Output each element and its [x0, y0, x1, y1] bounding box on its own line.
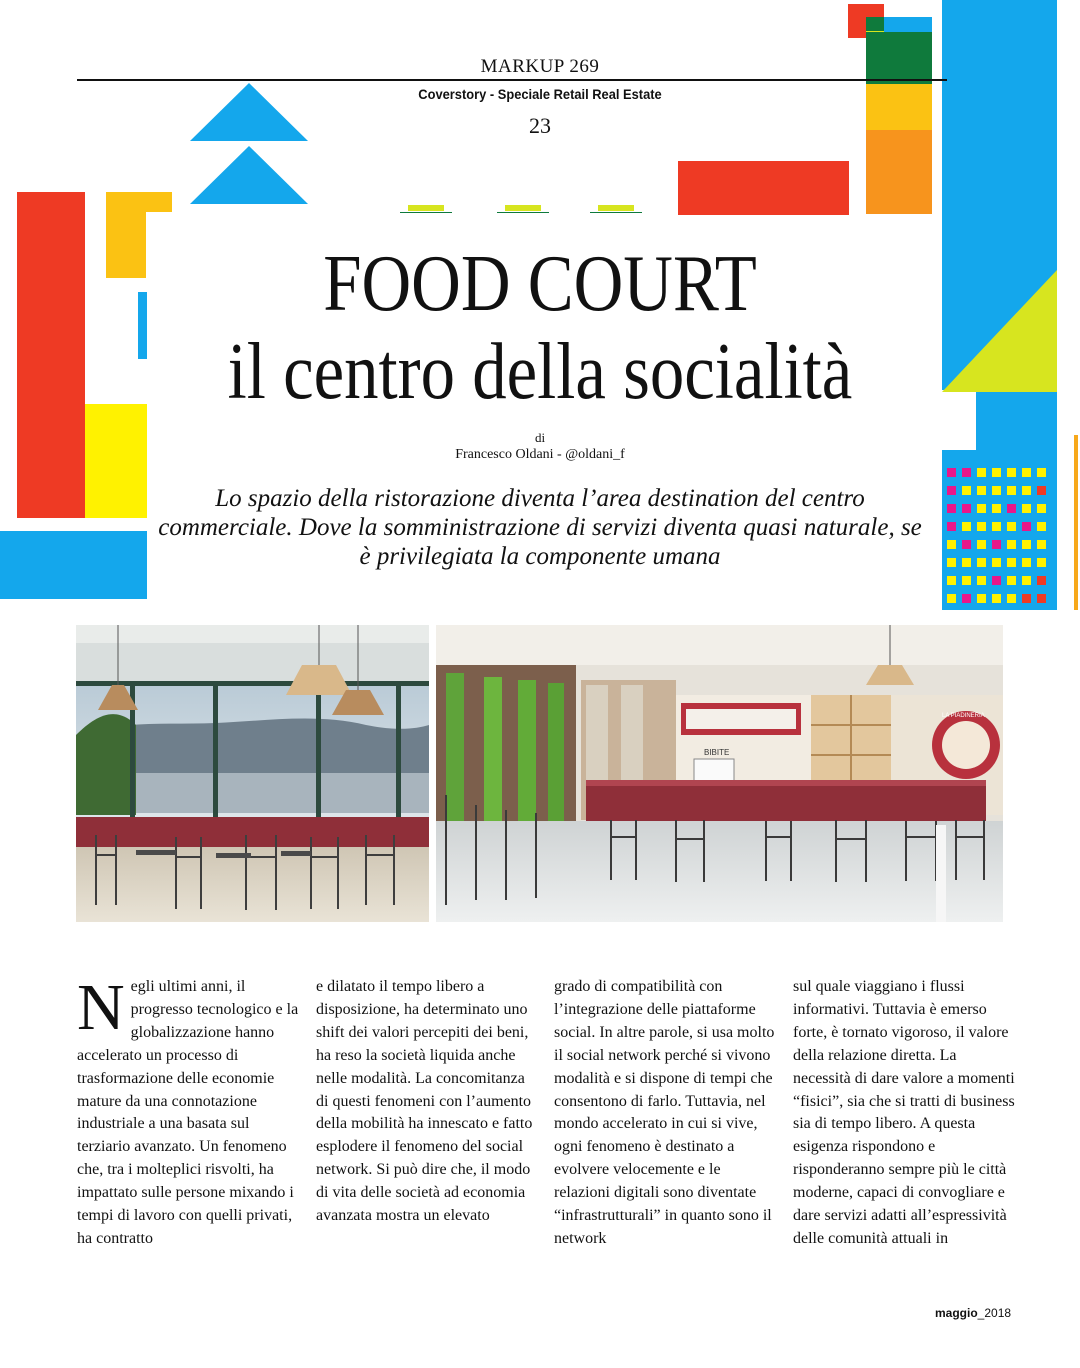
green-square-small	[866, 17, 884, 31]
lime-bar-1	[408, 205, 444, 211]
column-2-text: e dilatato il tempo libero a disposizione, ha determinato uno shift dei valori percepiti dei beni, ha reso la società liquida anche nelle modalità. La concomitanza di questi fenomeni con l’aumento della mobilità ha innescato e fatto esplodere il fenomeno del social network. Si può dire che, il modo di vita delle società ad economia avanzata mostra un elevato	[316, 978, 533, 1225]
blue-block-left	[0, 531, 147, 599]
footer-year: _2018	[977, 1306, 1012, 1320]
page-footer	[935, 1306, 1011, 1320]
lime-bar-2	[505, 205, 541, 211]
dots-grid	[947, 468, 1057, 608]
article-subheadline: il centro della socialità	[227, 328, 853, 416]
dropcap: N	[77, 971, 125, 1044]
lime-bar-2-line	[497, 212, 549, 213]
body-column-1	[77, 971, 302, 1251]
article-lead: Lo spazio della ristorazione diventa l’area destination del centro commerciale. Dove la somministrazione di servizi diventa quasi naturale, se è privilegiata la componente umana	[158, 485, 922, 570]
byline-prefix: di	[534, 430, 546, 445]
page-number: 23	[529, 113, 551, 138]
lime-bar-1-line	[400, 212, 452, 213]
body-column-3	[554, 976, 779, 1251]
blue-strip-top	[884, 17, 932, 32]
lake-view-illustration	[76, 625, 429, 922]
photo-food-court-counter	[436, 625, 1003, 922]
section-title: Coverstory - Speciale Retail Real Estate	[418, 86, 662, 102]
body-column-4	[793, 976, 1018, 1251]
blue-triangle-bottom	[190, 146, 308, 206]
masthead-rule	[77, 79, 947, 81]
column-1-text: egli ultimi anni, il progresso tecnologico e la globalizzazione hanno accelerato un processo di trasformazione delle economie mature da una connotazione industriale a una basata sul terziario avanzato. Un fenomeno che, tra i molteplici risvolti, ha impattato sulle persone mixando i tempi di lavoro con quelli privati, ha contratto	[77, 978, 299, 1247]
food-court-illustration	[436, 625, 1003, 922]
footer-month: maggio	[935, 1306, 978, 1320]
magazine-issue: MARKUP 269	[480, 56, 600, 77]
body-column-2	[316, 976, 541, 1228]
red-block-header	[678, 161, 849, 215]
brand-sign-text: LA PIADINERIA	[942, 713, 985, 719]
column-4-text: sul quale viaggiano i flussi informativi. Tuttavia è emerso forte, è tornato vigoroso, il valore della relazione diretta. La necessità di dare valore a momenti “fisici”, sia che si tratti di business sia di tempo libero. A questa esigenza rispondono e risponderanno sempre più le città moderne, capaci di convogliare e dare servizi adatti all’espressività delle comunità attuali in	[793, 978, 1015, 1247]
column-3-text: grado di compatibilità con l’integrazione delle piattaforme social. In altre parole, si usa molto il social network perché si vivono modalità e si dispone di tempi che consentono di farlo. Tuttavia, nel mondo accelerato in cui si vive, ogni fenomeno è destinato a evolvere velocemente e le relazioni digitali sono diventate “infrastrutturali” in quanto sono il network	[554, 978, 775, 1247]
lime-bar-3	[598, 205, 634, 211]
drinks-sign-text: BIBITE	[704, 748, 730, 757]
article-headline: FOOD COURT	[323, 240, 757, 328]
byline-author: Francesco Oldani - @oldani_f	[455, 447, 625, 462]
body-paragraph-1	[77, 971, 302, 1251]
lime-bar-3-line	[590, 212, 642, 213]
photo-lake-view-food-court	[76, 625, 429, 922]
orange-block-right	[866, 130, 932, 214]
